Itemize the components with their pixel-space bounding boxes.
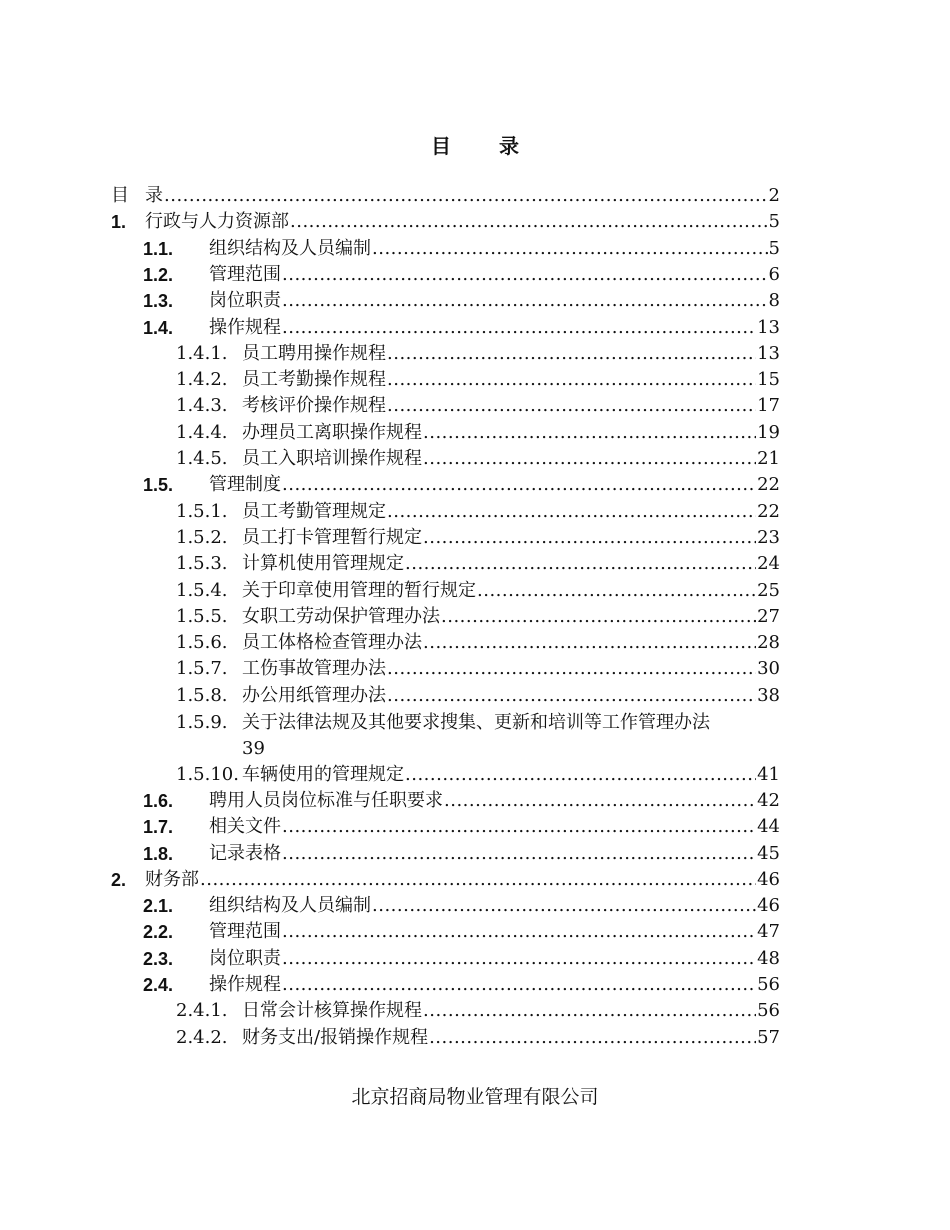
toc-entry-label: 录: [145, 185, 163, 206]
toc-entry-label: 工伤事故管理办法: [242, 658, 386, 680]
toc-entry-label: 女职工劳动保护管理办法: [242, 605, 440, 627]
toc-entry-label: 行政与人力资源部: [145, 211, 289, 233]
toc-entry-label: 岗位职责: [209, 947, 281, 969]
toc-entry-page: 23: [757, 526, 780, 548]
toc-entry-number: 1.2.: [143, 264, 174, 285]
toc-entry-label: 车辆使用的管理规定: [242, 763, 404, 785]
toc-entry-label: 组织结构及人员编制: [209, 237, 371, 259]
toc-entry-label: 操作规程: [209, 974, 281, 995]
toc-entry-page: 5: [768, 211, 780, 233]
toc-entry-number: 1.5.8.: [176, 684, 228, 706]
dot-leader: [387, 500, 756, 524]
toc-entry-page: 38: [757, 684, 780, 706]
toc-entry-number: 1.5.5.: [176, 605, 228, 627]
toc-entry-label: 办理员工离职操作规程: [242, 421, 422, 443]
dot-leader: [282, 316, 756, 340]
dot-leader: [372, 894, 756, 918]
toc-entry-number: 2.4.1.: [176, 1000, 228, 1022]
toc-entry-number: 1.4.: [143, 317, 174, 338]
toc-entry-page: 47: [757, 921, 780, 943]
toc-entry-label: 员工打卡管理暂行规定: [242, 526, 422, 548]
toc-entry-number: 1.5.3.: [176, 553, 228, 575]
toc-entry-label: 管理制度: [209, 474, 281, 496]
toc-entry-page: 57: [757, 1026, 780, 1048]
toc-entry-page: 24: [757, 553, 780, 575]
toc-entry[interactable]: [143, 237, 780, 261]
toc-entry[interactable]: [176, 552, 780, 576]
toc-entry-page: 56: [757, 974, 780, 995]
toc-entry-number: 1.4.3.: [176, 395, 228, 417]
dot-leader: [387, 342, 756, 366]
toc-entry-number: 1.4.4.: [176, 421, 228, 443]
toc-entry-number: 1.1.: [143, 238, 174, 259]
toc-entry[interactable]: [176, 500, 780, 524]
toc-entry-page: 19: [757, 421, 780, 443]
toc-entry-page: 25: [757, 579, 780, 601]
toc-entry-label: 计算机使用管理规定: [242, 553, 404, 575]
dot-leader: [405, 763, 756, 787]
dot-leader: [200, 868, 756, 892]
toc-entry-page: 5: [768, 237, 780, 259]
toc-entry-number: 1.4.1.: [176, 342, 228, 364]
toc-entry-number: 1.5.9.: [176, 712, 228, 733]
toc-entry[interactable]: [111, 868, 780, 892]
toc-entry[interactable]: [143, 947, 780, 971]
toc-entry[interactable]: [111, 184, 780, 208]
dot-leader: [444, 789, 756, 813]
toc-entry[interactable]: [143, 842, 780, 866]
toc-entry[interactable]: [176, 421, 780, 445]
toc-entry-page: 27: [757, 605, 780, 627]
toc-entry-number: 1.5.4.: [176, 579, 228, 601]
toc-title: 目 录: [431, 134, 533, 158]
toc-entry-page: 13: [757, 316, 780, 338]
toc-entry-page: 13: [757, 342, 780, 364]
dot-leader: [387, 684, 756, 708]
toc-entry-label: 相关文件: [209, 816, 281, 838]
toc-entry-page: 2: [768, 185, 780, 206]
dot-leader: [282, 263, 768, 287]
dot-leader: [282, 947, 756, 971]
toc-entry-label: 岗位职责: [209, 290, 281, 312]
toc-entry-page: 56: [757, 1000, 780, 1022]
toc-entry-number: 2.4.2.: [176, 1026, 228, 1048]
dot-leader: [282, 920, 756, 944]
toc-entry-page: 21: [757, 448, 780, 469]
toc-entry[interactable]: [176, 526, 780, 550]
dot-leader: [387, 394, 756, 418]
toc-entry[interactable]: [143, 473, 780, 497]
toc-entry[interactable]: [176, 368, 780, 392]
dot-leader: [387, 368, 756, 392]
toc-entry[interactable]: [111, 210, 780, 234]
toc-entry[interactable]: [176, 394, 780, 418]
toc-entry-page: 48: [757, 947, 780, 969]
toc-entry[interactable]: [143, 316, 780, 340]
toc-entry[interactable]: [176, 631, 780, 655]
toc-entry[interactable]: [176, 605, 780, 629]
toc-entry-label: 员工考勤操作规程: [242, 369, 386, 391]
toc-entry-label: 日常会计核算操作规程: [242, 1000, 422, 1022]
toc-entry-page: 44: [757, 816, 780, 838]
toc-entry-page: 22: [757, 500, 780, 522]
company-footer: 北京招商局物业管理有限公司: [351, 1086, 599, 1108]
dot-leader: [423, 421, 756, 445]
toc-entry-number: 1.5.1.: [176, 500, 228, 522]
toc-entry-number: 1.4.2.: [176, 369, 228, 391]
toc-entry-label: 财务支出/报销操作规程: [242, 1026, 429, 1048]
toc-entry-label: 员工考勤管理规定: [242, 500, 386, 522]
toc-entry[interactable]: [176, 710, 842, 762]
toc-entry[interactable]: [176, 763, 780, 787]
toc-entry[interactable]: [176, 657, 780, 681]
dot-leader: [405, 552, 756, 576]
toc-entry-label: 管理范围: [209, 263, 281, 285]
dot-leader: [387, 657, 756, 681]
toc-entry-page: 17: [757, 395, 780, 417]
toc-entry-page: 28: [757, 632, 780, 654]
dot-leader: [441, 605, 756, 629]
toc-entry[interactable]: [143, 263, 780, 287]
toc-entry-page: 41: [757, 763, 780, 785]
toc-entry-number: 1.5.2.: [176, 526, 228, 548]
toc-entry-label: 考核评价操作规程: [242, 395, 386, 417]
toc-entry[interactable]: [176, 342, 780, 366]
toc-entry[interactable]: [143, 815, 780, 839]
toc-entry-label: 财务部: [145, 868, 199, 890]
toc-entry-number: 1.4.5.: [176, 448, 228, 469]
toc-entry-label: 关于印章使用管理的暂行规定: [242, 579, 476, 601]
toc-entry-page: 39: [242, 738, 265, 759]
toc-entry-label: 组织结构及人员编制: [209, 895, 371, 917]
toc-entry-label: 办公用纸管理办法: [242, 684, 386, 706]
toc-entry-page: 22: [757, 474, 780, 496]
toc-entry-page: 45: [757, 842, 780, 864]
toc-entry-label: 员工聘用操作规程: [242, 342, 386, 364]
dot-leader: [282, 815, 756, 839]
toc-entry[interactable]: [143, 894, 780, 918]
dot-leader: [429, 1026, 756, 1050]
toc-entry-number: 2.4.: [143, 975, 174, 995]
dot-leader: [282, 973, 756, 997]
dot-leader: [423, 631, 756, 655]
dot-leader: [282, 473, 756, 497]
toc-entry[interactable]: [143, 973, 780, 997]
toc-entry[interactable]: [176, 1026, 780, 1050]
dot-leader: [477, 579, 756, 603]
toc-entry-number: 1.7.: [143, 817, 174, 838]
toc-entry-page: 46: [757, 895, 780, 917]
toc-entry-number: 2.3.: [143, 948, 174, 969]
toc-entry-label: 管理范围: [209, 921, 281, 943]
dot-leader: [164, 184, 768, 208]
toc-entry-number: 1.5.10.: [176, 763, 239, 785]
toc-entry[interactable]: [176, 684, 780, 708]
toc-entry-number: 1.6.: [143, 790, 174, 811]
toc-entry-page: 15: [757, 369, 780, 391]
dot-leader: [423, 526, 756, 550]
toc-entry-number: 2.: [111, 869, 127, 890]
toc-entry-label: 员工入职培训操作规程: [242, 448, 422, 469]
dot-leader: [282, 289, 768, 313]
toc-entry-page: 8: [768, 290, 780, 312]
toc-entry[interactable]: [176, 579, 780, 603]
toc-entry-number: 1.5.6.: [176, 632, 228, 654]
toc-entry-number: 1.8.: [143, 843, 174, 864]
dot-leader: [282, 842, 756, 866]
toc-entry[interactable]: [143, 789, 780, 813]
toc-entry-page: 42: [757, 789, 780, 811]
toc-entry-number: 1.5.: [143, 475, 174, 496]
toc-entry-number: 目: [111, 185, 129, 206]
toc-entry[interactable]: [176, 999, 780, 1023]
dot-leader: [372, 237, 768, 261]
toc-entry-number: 2.2.: [143, 922, 174, 943]
toc-entry-label: 聘用人员岗位标准与任职要求: [209, 789, 443, 811]
toc-entry-label: 关于法律法规及其他要求搜集、更新和培训等工作管理办法 39: [242, 712, 710, 759]
dot-leader: [423, 447, 756, 471]
dot-leader: [423, 999, 756, 1023]
toc-entry[interactable]: [143, 289, 780, 313]
toc-entry-number: 2.1.: [143, 896, 174, 917]
toc-entry-label: 操作规程: [209, 316, 281, 338]
toc-entry-page: 30: [757, 658, 780, 680]
toc-entry[interactable]: [176, 447, 780, 471]
toc-entry-page: 6: [768, 263, 780, 285]
toc-entry-number: 1.: [111, 212, 127, 233]
toc-entry-number: 1.5.7.: [176, 658, 228, 680]
toc-entry-label: 员工体格检查管理办法: [242, 632, 422, 654]
toc-entry-page: 46: [757, 868, 780, 890]
toc-entry-label: 记录表格: [209, 842, 281, 864]
toc-entry-number: 1.3.: [143, 291, 174, 312]
dot-leader: [290, 210, 768, 234]
toc-entry[interactable]: [143, 920, 780, 944]
